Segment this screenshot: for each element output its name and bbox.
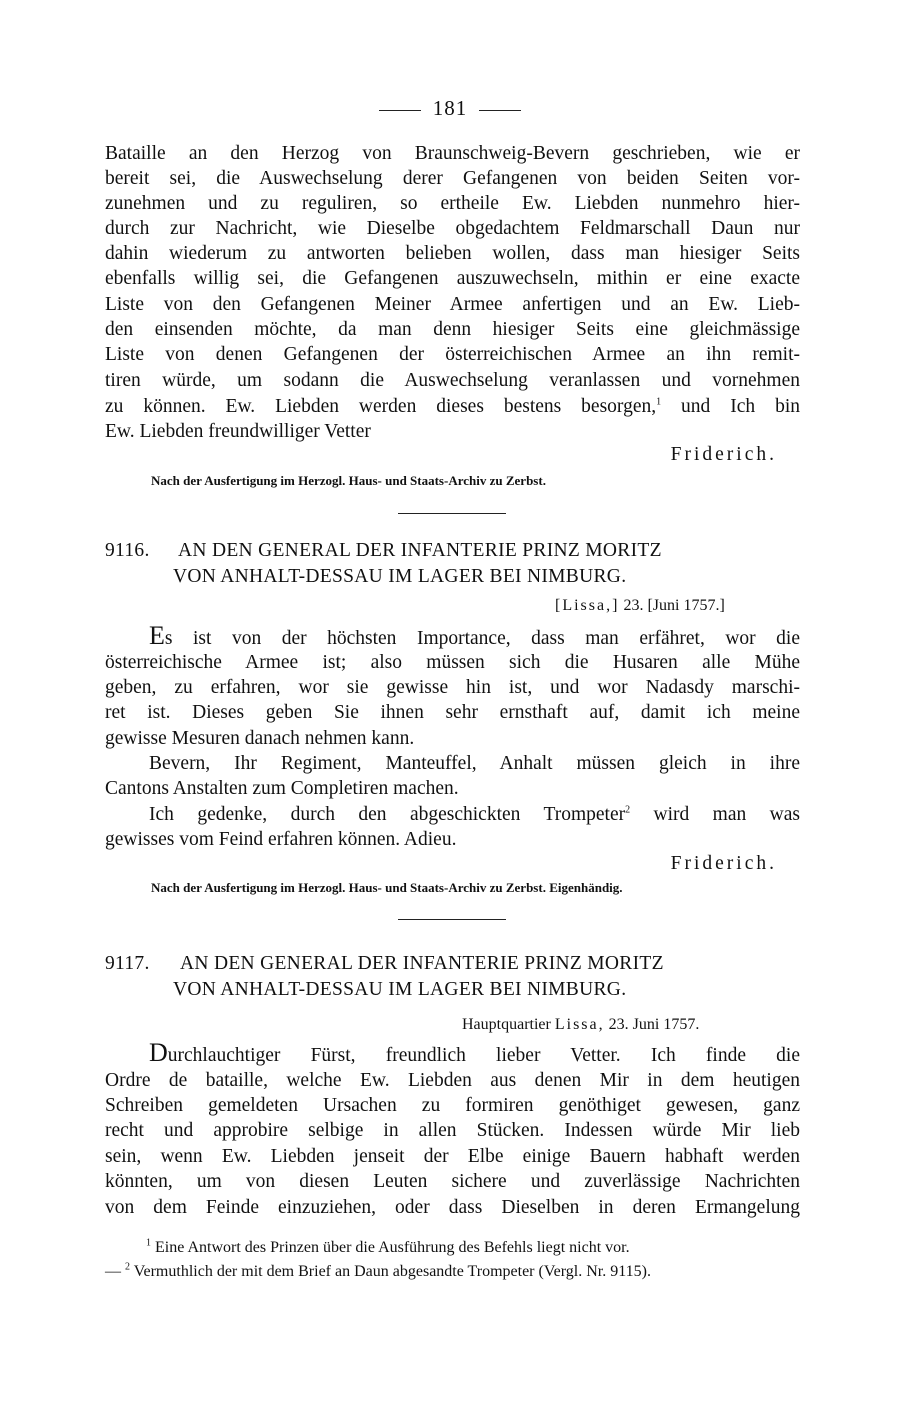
footnote [105,1263,651,1281]
body-line: tiren würde, um sodann die Auswechselung veranlassen und vornehmen [105,370,800,391]
body-text: und Ich bin [661,396,800,417]
footnote-ref: 2 [625,804,631,816]
body-line: Liste von den Gefangenen Meiner Armee anfertigen und an Ew. Lieb- [105,294,800,315]
body-line: Bevern, Ihr Regiment, Manteuffel, Anhalt müssen gleich in ihre [149,753,800,774]
body-text: Ich gedenke, durch den abgeschickten Trompeter [149,804,626,825]
page-number [0,96,900,121]
dateline [462,1016,699,1034]
footnote-mark: 2 [125,1261,130,1273]
dateline [555,597,725,615]
footnote-mark: 1 [146,1237,151,1249]
letter-number: 9116. [105,540,150,561]
body-text: zu können. Ew. Liebden werden dieses bestens besorgen, [105,396,657,417]
body-line [105,623,800,651]
drop-cap: E [149,621,165,650]
body-line: österreichische Armee ist; also müssen sich die Husaren alle Mühe [105,652,800,673]
footnote-dash: — [105,1263,125,1280]
body-line: sein, wenn Ew. Liebden jenseit der Elbe einige Bauern habhaft werden [105,1146,800,1167]
footnote-text: Vermuthlich der mit dem Brief an Daun abgesandte Trompeter (Vergl. Nr. 9115). [133,1263,651,1280]
date-place: Lissa, [554,1016,605,1033]
letter-heading-line2: VON ANHALT-DESSAU IM LAGER BEI NIMBURG. [173,979,627,1000]
signature: Friderich. [670,853,777,874]
signature: Friderich. [670,444,777,465]
date-rest: [Juni 1757.] [647,597,725,614]
body-line: Cantons Anstalten zum Completiren machen. [105,778,459,799]
body-line: Schreiben gemeldeten Ursachen zu formiren genöthiget gewesen, ganz [105,1095,800,1116]
date-day: 23. [623,597,644,614]
section-divider [398,513,506,514]
body-line [105,802,800,827]
date-rest: 23. Juni 1757. [608,1016,700,1033]
body-line: durch zur Nachricht, wie Dieselbe obgedachtem Feldmarschall Daun nur [105,218,800,239]
footnote-ref: 1 [656,396,662,408]
source-text: Nach der Ausfertigung im Herzogl. Haus- und Staats-Archiv zu Zerbst. [151,880,546,895]
body-line: gewisses vom Feind erfahren können. Adieu. [105,829,457,850]
source-remark: Eigenhändig. [549,880,623,895]
body-line: bereit sei, die Auswechselung derer Gefangenen von beiden Seiten vor- [105,168,800,189]
body-line: Ordre de bataille, welche Ew. Liebden aus denen Mir in dem heutigen [105,1070,800,1091]
body-line: zunehmen und zu reguliren, so ertheile Ew. Liebden nunmehro hier- [105,193,800,214]
body-line: den einsenden möchte, da man denn hiesiger Seits eine gleichmässige [105,319,800,340]
body-line: von dem Feinde einzuziehen, oder dass Dieselben in deren Ermangelung [105,1197,800,1218]
body-text: s ist von der höchsten Importance, dass man erfähret, wor die [164,628,800,649]
page-number-text: 181 [432,96,468,120]
section-divider [398,919,506,920]
body-text: urchlauchtiger Fürst, freundlich lieber Vetter. Ich finde die [167,1045,800,1066]
body-line: ebenfalls willig sei, die Gefangenen auszuwechseln, mithin er eine exacte [105,268,800,289]
source-note: Nach der Ausfertigung im Herzogl. Haus- und Staats-Archiv zu Zerbst. [151,473,546,488]
body-line [105,1040,800,1068]
letter-heading-line1: AN DEN GENERAL DER INFANTERIE PRINZ MORITZ [180,953,664,974]
body-line [105,394,800,419]
body-text: wird man was [630,804,800,825]
source-note [151,880,623,896]
page-number-dash-left [379,110,421,111]
body-line: gewisse Mesuren danach nehmen kann. [105,728,415,749]
date-place: [Lissa,] [555,597,620,614]
footnote [146,1239,630,1257]
letter-heading-line2: VON ANHALT-DESSAU IM LAGER BEI NIMBURG. [173,566,627,587]
body-line: geben, zu erfahren, wor sie gewisse hin ist, und wor Nadasdy marschi- [105,677,800,698]
body-line: Liste von denen Gefangenen der österreichischen Armee an ihn remit- [105,344,800,365]
date-prefix: Hauptquartier [462,1016,551,1033]
body-line: könnten, um von diesen Leuten sichere und zuverlässige Nachrichten [105,1171,800,1192]
body-line: Ew. Liebden freundwilliger Vetter [105,421,371,442]
body-line: ret ist. Dieses geben Sie ihnen sehr ernsthaft auf, damit ich meine [105,702,800,723]
letter-number: 9117. [105,953,150,974]
footnote-text: Eine Antwort des Prinzen über die Ausführung des Befehls liegt nicht vor. [155,1239,630,1256]
body-line: recht und approbire selbige in allen Stücken. Indessen würde Mir lieb [105,1120,800,1141]
drop-cap: D [149,1038,168,1067]
page-number-dash-right [479,110,521,111]
letter-heading-line1: AN DEN GENERAL DER INFANTERIE PRINZ MORITZ [178,540,662,561]
body-line: dahin wiederum zu antworten belieben wollen, dass man hiesiger Seits [105,243,800,264]
body-line: Bataille an den Herzog von Braunschweig-Bevern geschrieben, wie er [105,143,800,164]
